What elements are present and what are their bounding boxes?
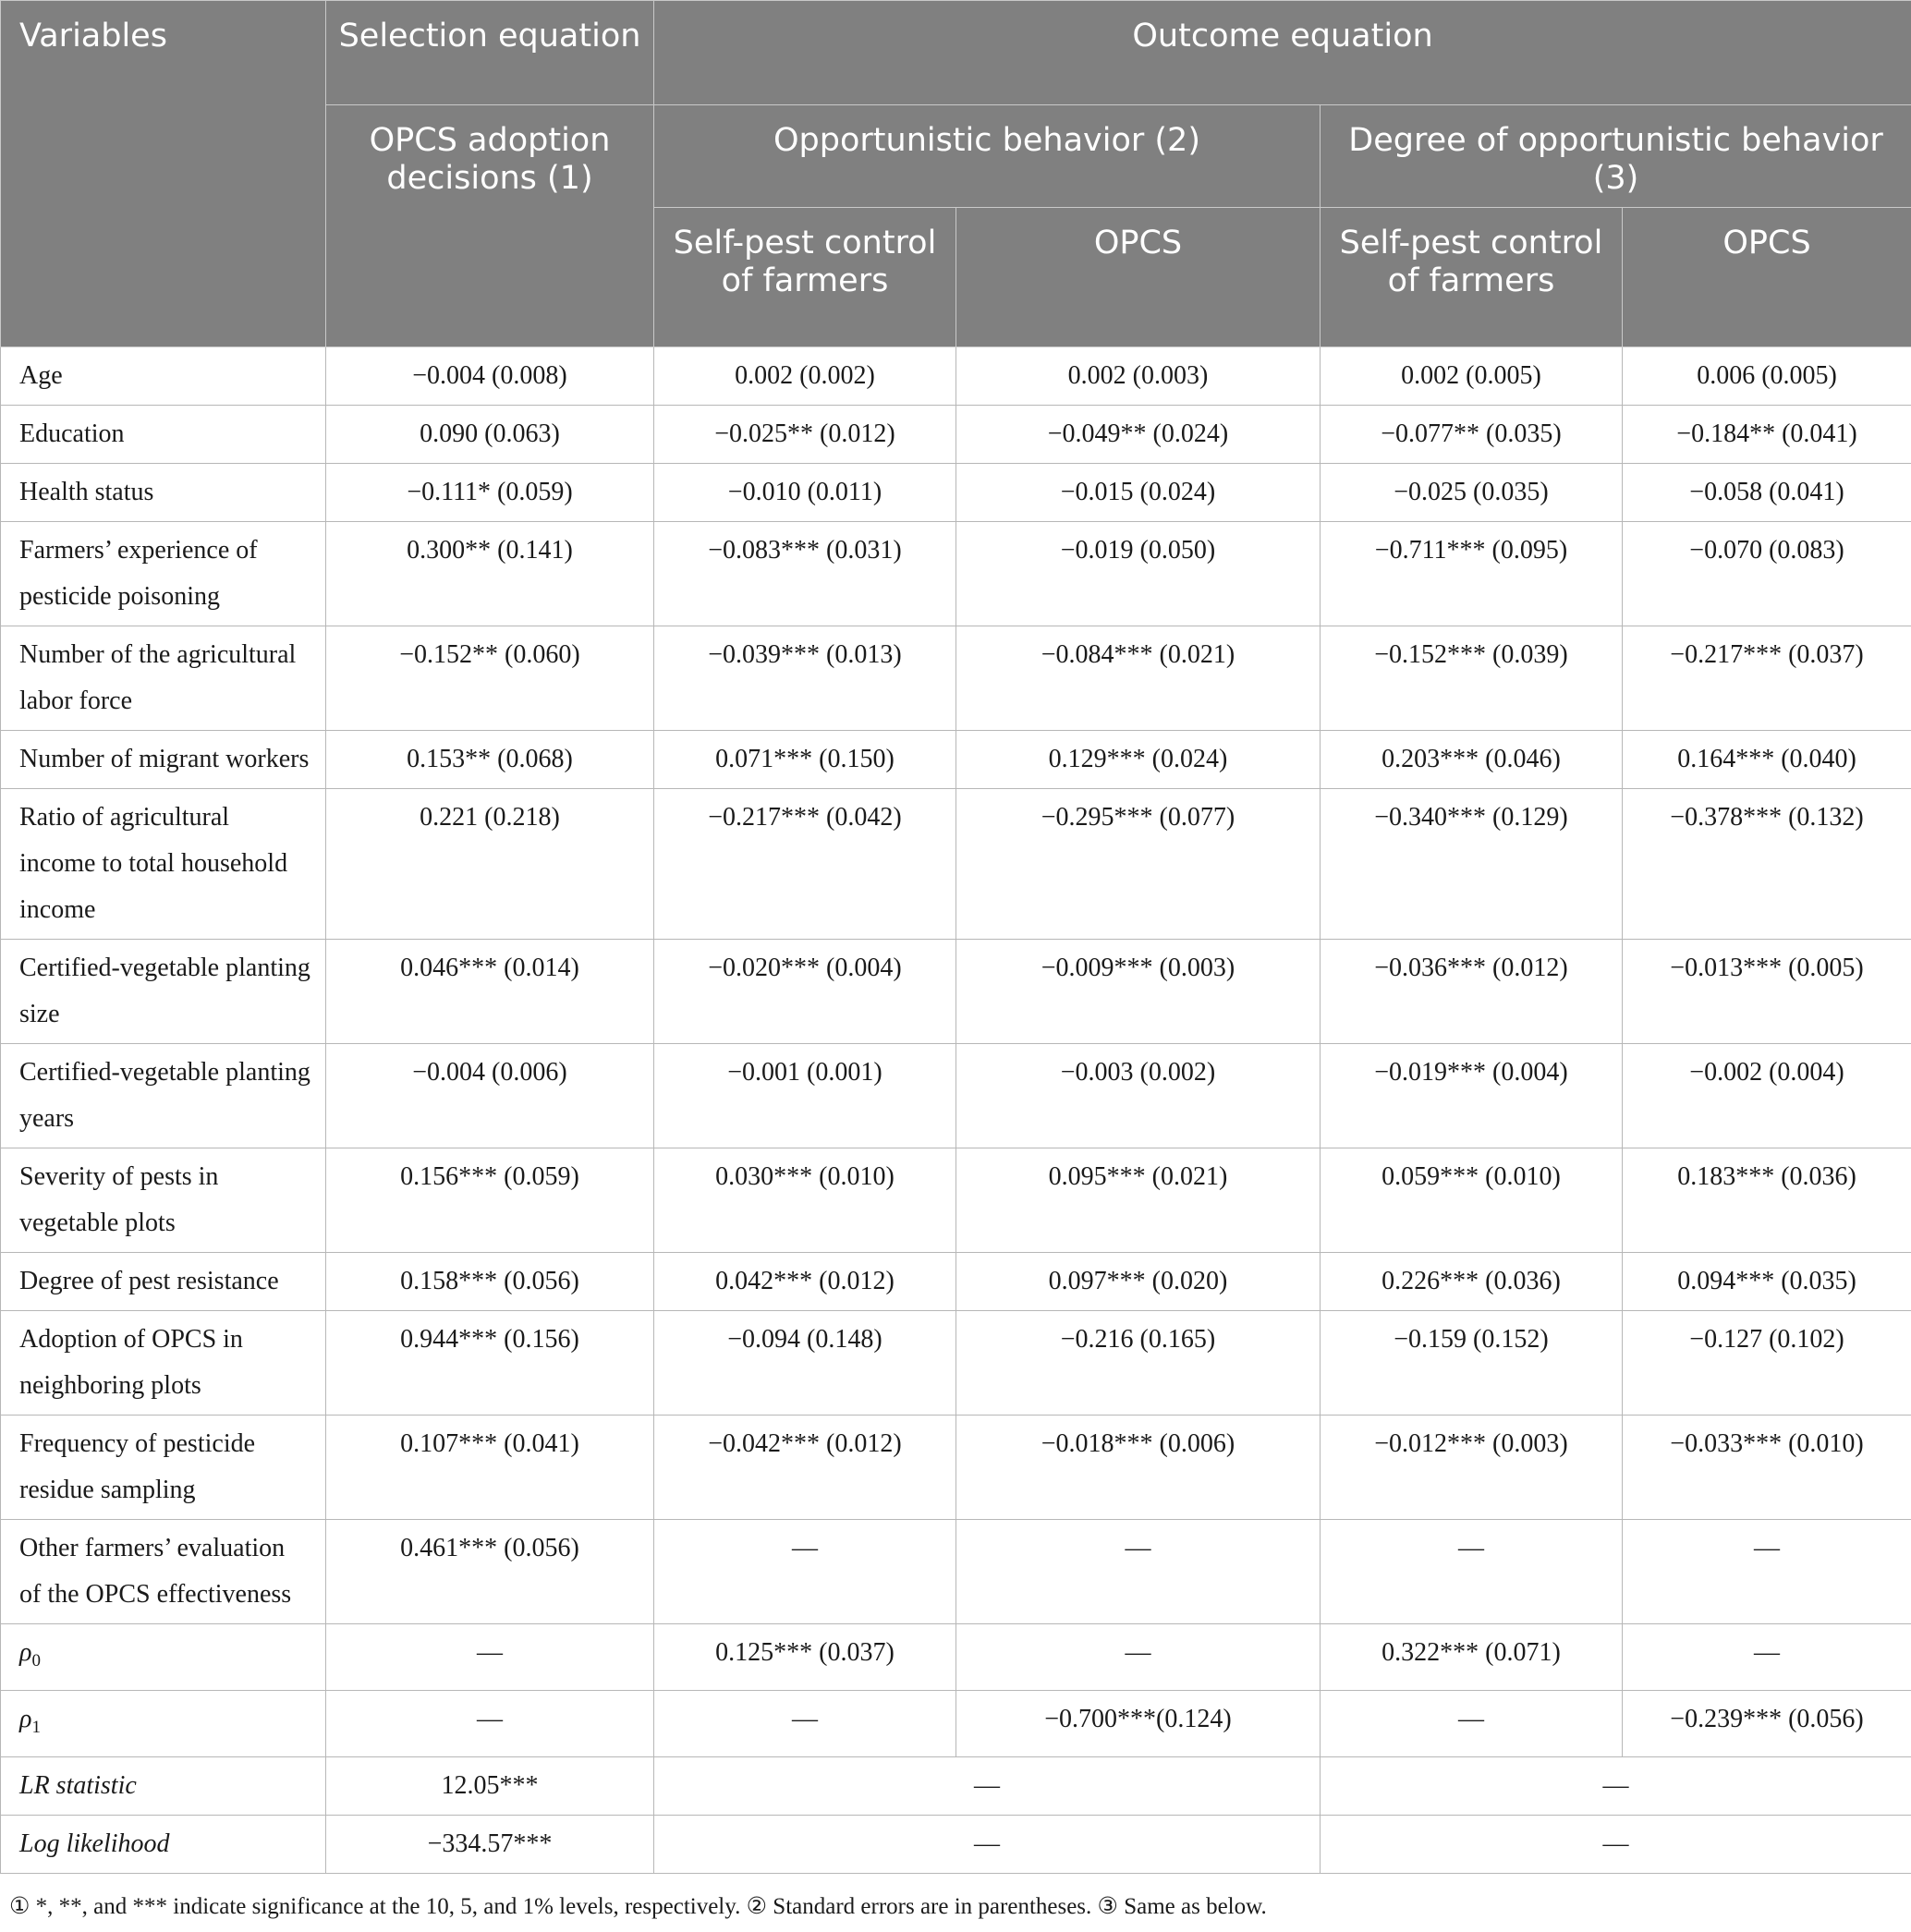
rho0-row bbox=[1, 1624, 1911, 1691]
cell-opcs-3: — bbox=[1623, 1520, 1911, 1624]
cell-selection: — bbox=[326, 1624, 654, 1691]
cell-self-pest-2: 0.042*** (0.012) bbox=[654, 1253, 956, 1311]
log-likelihood-degree: — bbox=[1321, 1816, 1911, 1874]
cell-opcs-2: — bbox=[956, 1520, 1321, 1624]
cell-selection: 0.300** (0.141) bbox=[326, 522, 654, 626]
row-label: Frequency of pesticide residue sampling bbox=[1, 1416, 326, 1520]
cell-self-pest-3: −0.036*** (0.012) bbox=[1321, 940, 1623, 1044]
row-label: Education bbox=[1, 406, 326, 464]
cell-self-pest-2: −0.039*** (0.013) bbox=[654, 626, 956, 731]
cell-self-pest-2: −0.025** (0.012) bbox=[654, 406, 956, 464]
table-row bbox=[1, 731, 1911, 789]
lr-statistic-value: 12.05*** bbox=[326, 1757, 654, 1816]
cell-self-pest-3: −0.159 (0.152) bbox=[1321, 1311, 1623, 1416]
cell-self-pest-3: −0.019*** (0.004) bbox=[1321, 1044, 1623, 1148]
rho-symbol: ρ bbox=[19, 1705, 32, 1733]
cell-opcs-3: −0.070 (0.083) bbox=[1623, 522, 1911, 626]
cell-selection: — bbox=[326, 1691, 654, 1757]
cell-self-pest-3: −0.025 (0.035) bbox=[1321, 464, 1623, 522]
row-label: Ratio of agricultural income to total household income bbox=[1, 789, 326, 940]
row-label: Adoption of OPCS in neighboring plots bbox=[1, 1311, 326, 1416]
table-row bbox=[1, 1520, 1911, 1624]
cell-opcs-2: −0.700***(0.124) bbox=[956, 1691, 1321, 1757]
cell-opcs-2: −0.295*** (0.077) bbox=[956, 789, 1321, 940]
row-label: Severity of pests in vegetable plots bbox=[1, 1148, 326, 1253]
table-body bbox=[1, 347, 1911, 1874]
cell-selection: 0.156*** (0.059) bbox=[326, 1148, 654, 1253]
rho-subscript: 0 bbox=[31, 1651, 41, 1671]
cell-opcs-2: 0.002 (0.003) bbox=[956, 347, 1321, 406]
cell-selection: −0.004 (0.006) bbox=[326, 1044, 654, 1148]
cell-opcs-3: −0.378*** (0.132) bbox=[1623, 789, 1911, 940]
table-row bbox=[1, 626, 1911, 731]
cell-opcs-2: — bbox=[956, 1624, 1321, 1691]
cell-self-pest-2: — bbox=[654, 1520, 956, 1624]
table-row bbox=[1, 347, 1911, 406]
cell-opcs-3: 0.006 (0.005) bbox=[1623, 347, 1911, 406]
row-label: Other farmers’ evaluation of the OPCS effectiveness bbox=[1, 1520, 326, 1624]
row-label: Number of the agricultural labor force bbox=[1, 626, 326, 731]
cell-opcs-2: −0.015 (0.024) bbox=[956, 464, 1321, 522]
cell-opcs-3: 0.183*** (0.036) bbox=[1623, 1148, 1911, 1253]
cell-self-pest-2: 0.030*** (0.010) bbox=[654, 1148, 956, 1253]
cell-self-pest-2: −0.042*** (0.012) bbox=[654, 1416, 956, 1520]
cell-self-pest-2: — bbox=[654, 1691, 956, 1757]
cell-selection: 0.158*** (0.056) bbox=[326, 1253, 654, 1311]
row-label: Number of migrant workers bbox=[1, 731, 326, 789]
log-likelihood-opportunistic: — bbox=[654, 1816, 1321, 1874]
cell-self-pest-3: 0.322*** (0.071) bbox=[1321, 1624, 1623, 1691]
cell-opcs-2: −0.003 (0.002) bbox=[956, 1044, 1321, 1148]
cell-opcs-3: −0.058 (0.041) bbox=[1623, 464, 1911, 522]
table-footnote: ① *, **, and *** indicate significance at the 10, 5, and 1% levels, respectively. ② Standard errors are in parentheses. ③ Same as below. bbox=[9, 1894, 1267, 1919]
cell-selection: 0.046*** (0.014) bbox=[326, 940, 654, 1044]
cell-self-pest-3: −0.340*** (0.129) bbox=[1321, 789, 1623, 940]
opportunistic-behavior-header: Opportunistic behavior (2) bbox=[654, 105, 1321, 208]
cell-opcs-3: −0.184** (0.041) bbox=[1623, 406, 1911, 464]
variables-header: Variables bbox=[1, 1, 326, 347]
cell-opcs-2: −0.084*** (0.021) bbox=[956, 626, 1321, 731]
lr-statistic-label: LR statistic bbox=[1, 1757, 326, 1816]
cell-selection: −0.152** (0.060) bbox=[326, 626, 654, 731]
cell-self-pest-3: 0.226*** (0.036) bbox=[1321, 1253, 1623, 1311]
table-row bbox=[1, 522, 1911, 626]
cell-selection: −0.004 (0.008) bbox=[326, 347, 654, 406]
cell-self-pest-3: — bbox=[1321, 1520, 1623, 1624]
cell-opcs-3: −0.217*** (0.037) bbox=[1623, 626, 1911, 731]
opcs-adoption-header: OPCS adoption decisions (1) bbox=[326, 105, 654, 347]
cell-opcs-3: — bbox=[1623, 1624, 1911, 1691]
cell-opcs-2: −0.009*** (0.003) bbox=[956, 940, 1321, 1044]
selection-equation-header: Selection equation bbox=[326, 1, 654, 105]
table-row bbox=[1, 789, 1911, 940]
lr-statistic-row bbox=[1, 1757, 1911, 1816]
table-row bbox=[1, 1148, 1911, 1253]
cell-opcs-2: 0.129*** (0.024) bbox=[956, 731, 1321, 789]
cell-opcs-2: −0.216 (0.165) bbox=[956, 1311, 1321, 1416]
lr-statistic-degree: — bbox=[1321, 1757, 1911, 1816]
cell-opcs-2: 0.097*** (0.020) bbox=[956, 1253, 1321, 1311]
cell-opcs-2: −0.019 (0.050) bbox=[956, 522, 1321, 626]
cell-opcs-3: 0.094*** (0.035) bbox=[1623, 1253, 1911, 1311]
rho1-row bbox=[1, 1691, 1911, 1757]
cell-self-pest-2: −0.217*** (0.042) bbox=[654, 789, 956, 940]
cell-self-pest-2: 0.125*** (0.037) bbox=[654, 1624, 956, 1691]
cell-opcs-3: −0.002 (0.004) bbox=[1623, 1044, 1911, 1148]
row-label: Certified-vegetable planting size bbox=[1, 940, 326, 1044]
cell-self-pest-2: −0.083*** (0.031) bbox=[654, 522, 956, 626]
cell-opcs-3: 0.164*** (0.040) bbox=[1623, 731, 1911, 789]
opcs-header-2: OPCS bbox=[956, 208, 1321, 347]
cell-self-pest-2: 0.071*** (0.150) bbox=[654, 731, 956, 789]
rho1-label bbox=[1, 1691, 326, 1757]
cell-self-pest-3: 0.002 (0.005) bbox=[1321, 347, 1623, 406]
cell-selection: 0.461*** (0.056) bbox=[326, 1520, 654, 1624]
lr-statistic-opportunistic: — bbox=[654, 1757, 1321, 1816]
cell-self-pest-3: 0.203*** (0.046) bbox=[1321, 731, 1623, 789]
table-row bbox=[1, 1311, 1911, 1416]
table-row bbox=[1, 1253, 1911, 1311]
cell-self-pest-3: −0.711*** (0.095) bbox=[1321, 522, 1623, 626]
cell-self-pest-2: 0.002 (0.002) bbox=[654, 347, 956, 406]
cell-opcs-2: −0.049** (0.024) bbox=[956, 406, 1321, 464]
cell-opcs-3: −0.013*** (0.005) bbox=[1623, 940, 1911, 1044]
cell-self-pest-3: −0.077** (0.035) bbox=[1321, 406, 1623, 464]
cell-opcs-3: −0.127 (0.102) bbox=[1623, 1311, 1911, 1416]
cell-self-pest-2: −0.020*** (0.004) bbox=[654, 940, 956, 1044]
outcome-equation-header: Outcome equation bbox=[654, 1, 1911, 105]
row-label: Health status bbox=[1, 464, 326, 522]
cell-selection: 0.090 (0.063) bbox=[326, 406, 654, 464]
cell-self-pest-3: −0.152*** (0.039) bbox=[1321, 626, 1623, 731]
opcs-header-3: OPCS bbox=[1623, 208, 1911, 347]
log-likelihood-row bbox=[1, 1816, 1911, 1874]
self-pest-control-header-3: Self-pest control of farmers bbox=[1321, 208, 1623, 347]
cell-opcs-3: −0.239*** (0.056) bbox=[1623, 1691, 1911, 1757]
row-label: Age bbox=[1, 347, 326, 406]
table-row bbox=[1, 940, 1911, 1044]
row-label: Certified-vegetable planting years bbox=[1, 1044, 326, 1148]
table-header bbox=[1, 1, 1911, 347]
cell-self-pest-3: — bbox=[1321, 1691, 1623, 1757]
degree-opportunistic-header: Degree of opportunistic behavior (3) bbox=[1321, 105, 1911, 208]
cell-self-pest-3: 0.059*** (0.010) bbox=[1321, 1148, 1623, 1253]
cell-selection: 0.153** (0.068) bbox=[326, 731, 654, 789]
rho-subscript: 1 bbox=[31, 1718, 41, 1737]
rho-symbol: ρ bbox=[19, 1638, 32, 1667]
cell-self-pest-3: −0.012*** (0.003) bbox=[1321, 1416, 1623, 1520]
row-label: Degree of pest resistance bbox=[1, 1253, 326, 1311]
cell-self-pest-2: −0.094 (0.148) bbox=[654, 1311, 956, 1416]
log-likelihood-label: Log likelihood bbox=[1, 1816, 326, 1874]
rho0-label bbox=[1, 1624, 326, 1691]
log-likelihood-value: −334.57*** bbox=[326, 1816, 654, 1874]
cell-selection: 0.107*** (0.041) bbox=[326, 1416, 654, 1520]
table-row bbox=[1, 1416, 1911, 1520]
cell-opcs-2: 0.095*** (0.021) bbox=[956, 1148, 1321, 1253]
table-row bbox=[1, 1044, 1911, 1148]
cell-opcs-2: −0.018*** (0.006) bbox=[956, 1416, 1321, 1520]
cell-self-pest-2: −0.001 (0.001) bbox=[654, 1044, 956, 1148]
cell-selection: −0.111* (0.059) bbox=[326, 464, 654, 522]
cell-selection: 0.221 (0.218) bbox=[326, 789, 654, 940]
cell-opcs-3: −0.033*** (0.010) bbox=[1623, 1416, 1911, 1520]
row-label: Farmers’ experience of pesticide poisoning bbox=[1, 522, 326, 626]
cell-self-pest-2: −0.010 (0.011) bbox=[654, 464, 956, 522]
table-row bbox=[1, 464, 1911, 522]
cell-selection: 0.944*** (0.156) bbox=[326, 1311, 654, 1416]
self-pest-control-header-2: Self-pest control of farmers bbox=[654, 208, 956, 347]
table-row bbox=[1, 406, 1911, 464]
